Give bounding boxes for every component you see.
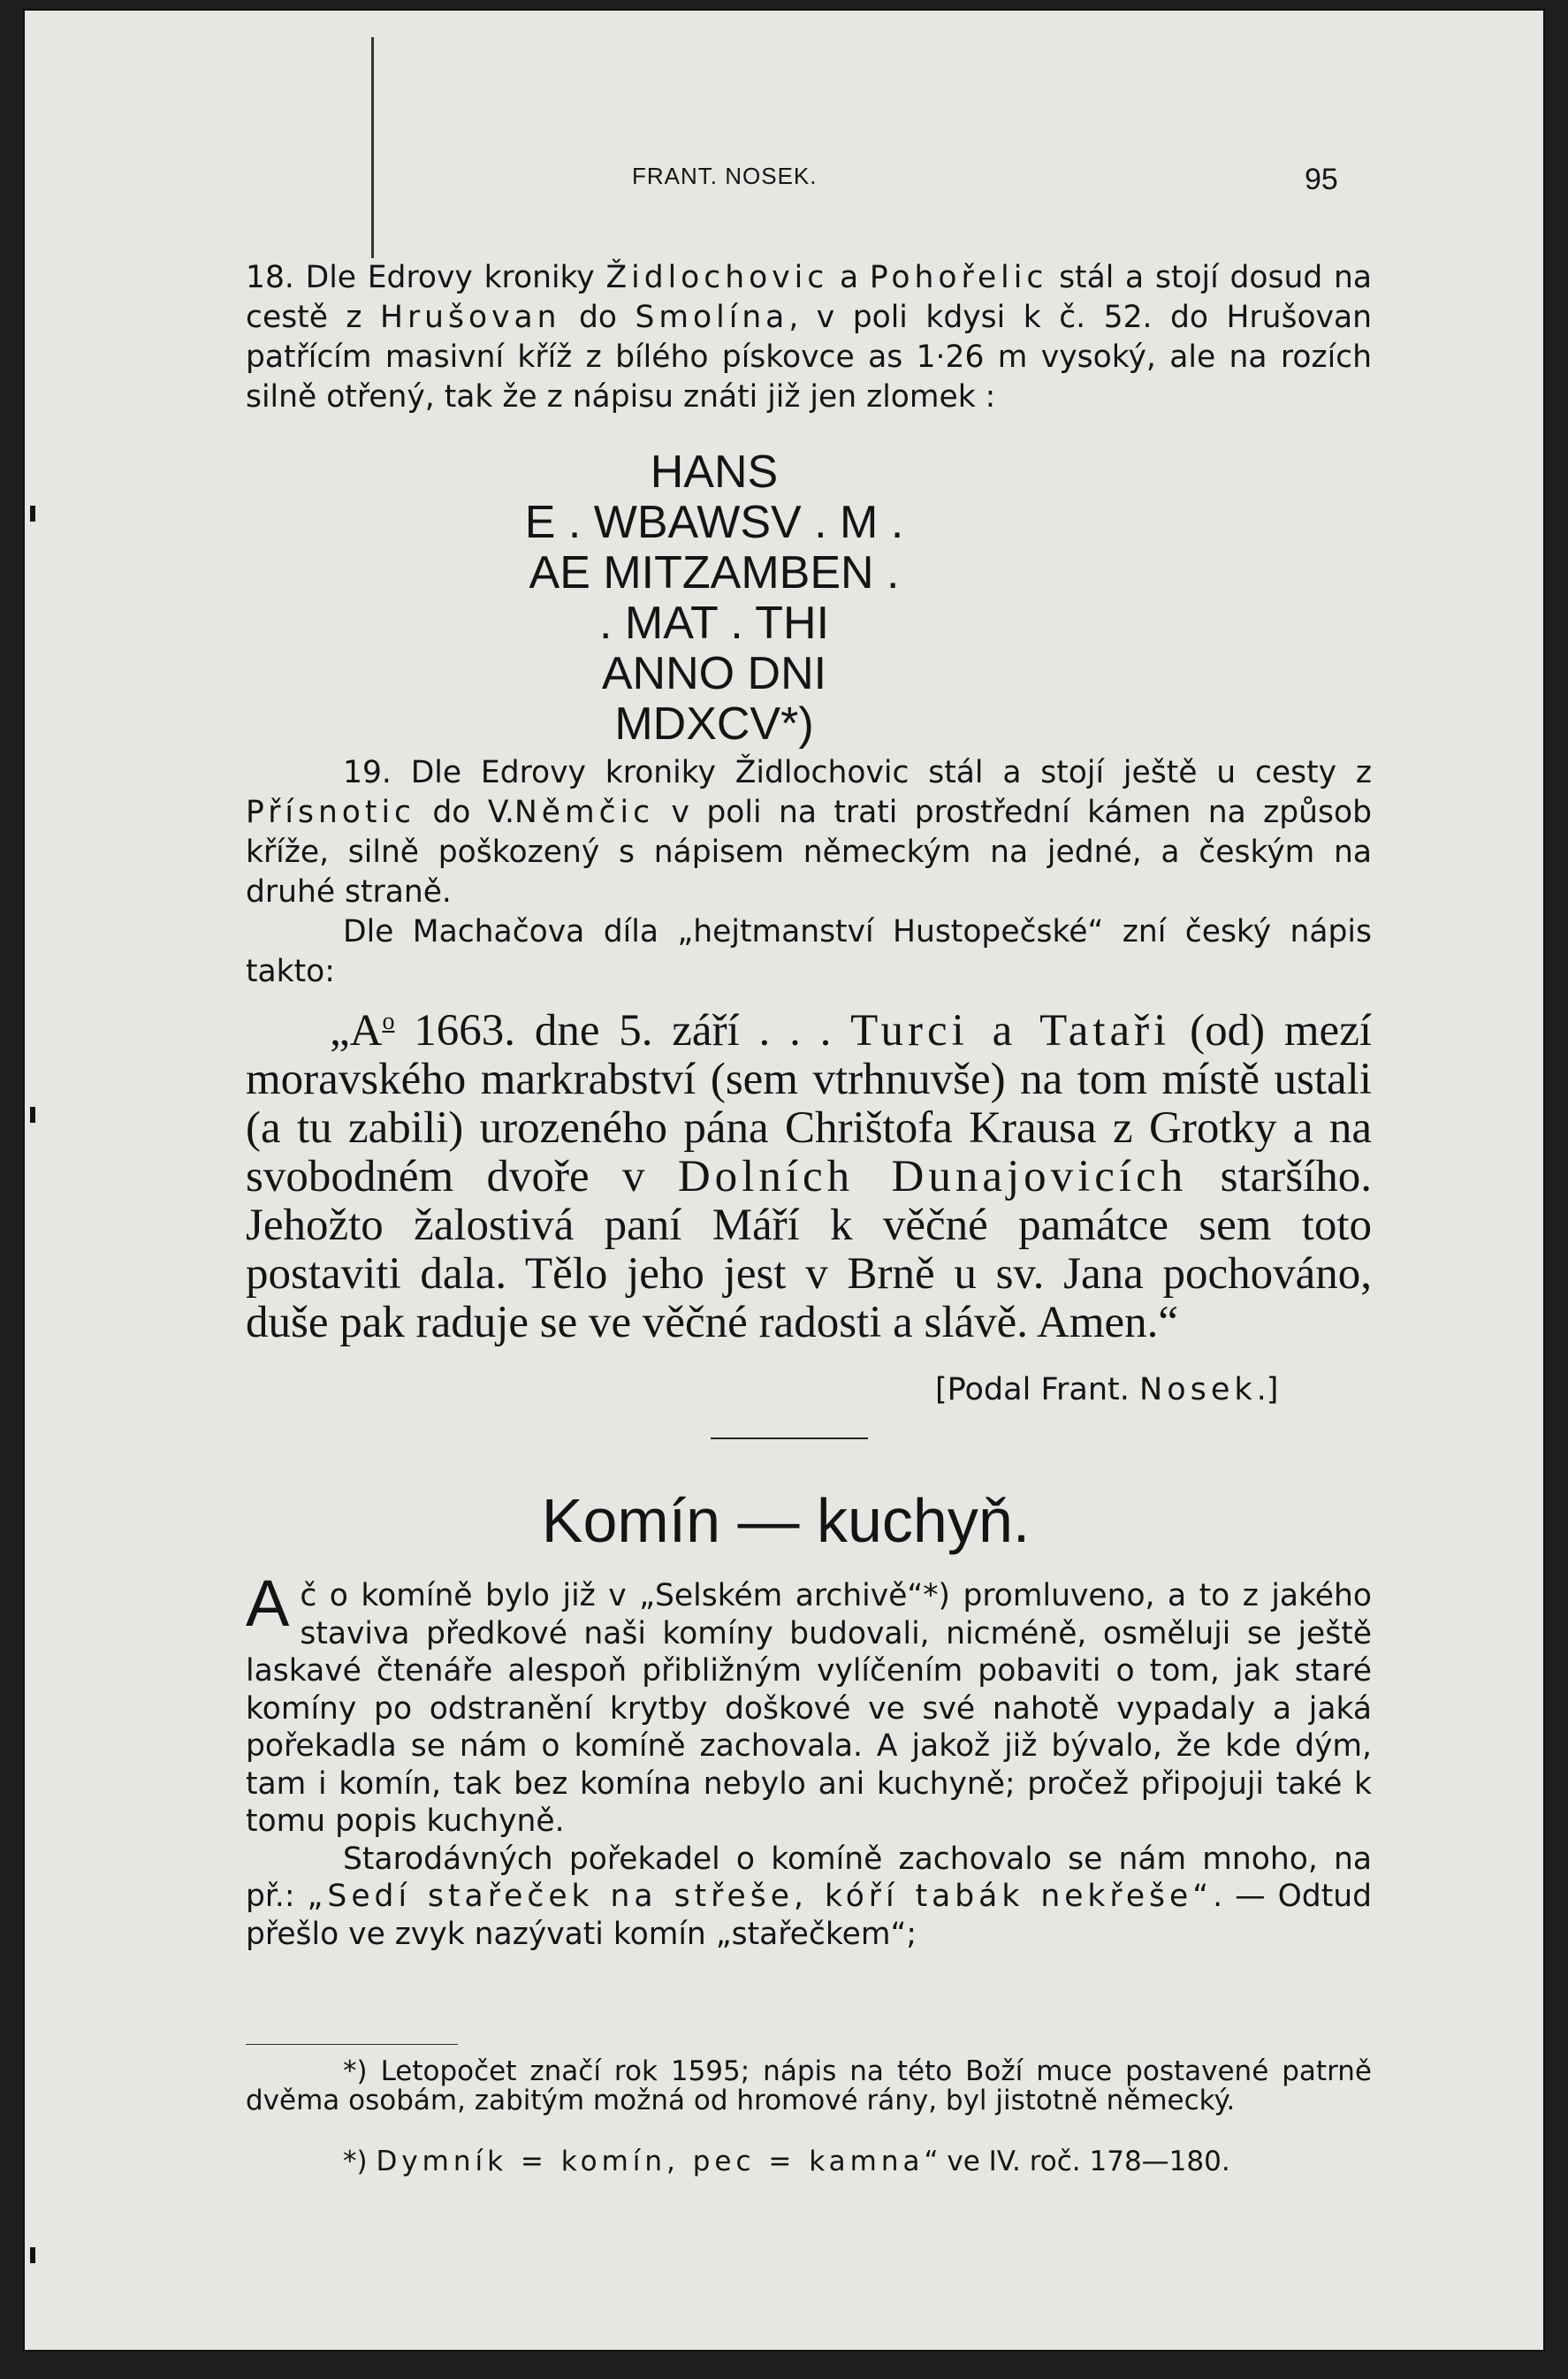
- edge-mark: [30, 506, 35, 522]
- inscription-line: MDXCV*): [614, 698, 814, 750]
- place-name: Smolína: [635, 300, 789, 335]
- drop-cap: A: [246, 1567, 290, 1640]
- czech-inscription-quote: $„A^o$ 1663. dne 5. září . . . Turci a Tataři (od) mezí moravského markrabství (sem vtrhnuvše) na tom místě ustali (a tu zabili) urozeného pána Chrištofa Krausa z Grotky a na svobodném dvoře v Dolních Dunajovicích staršího. Jehožto žalostivá paní Máří k věčné památce sem toto postaviti dala. Tělo jeho jest v Brně u sv. Jana pochováno, duše pak raduje se ve věčné radosti a slávě. Amen.“: [246, 1006, 1373, 1347]
- inscription-line: HANS: [650, 446, 779, 498]
- credit-line: [Podal Frant. Nosek.]: [935, 1372, 1279, 1407]
- place-name: Němčic: [514, 795, 655, 830]
- entry-19: [246, 753, 1372, 992]
- entry-18: [246, 258, 1372, 417]
- entry-19-paragraph: 19. Dle Edrovy kroniky Židlochovic stál a stojí ještě u cesty z Přísnotic do V.Němčic v poli na trati prostřední kámen na způsob kříže, silně poškozený s nápisem německým na jedné, a českým na druhé straně.: [246, 755, 1372, 910]
- inscription-line: AE MITZAMBEN .: [529, 547, 900, 599]
- running-title: FRANT. NOSEK.: [632, 163, 818, 189]
- place-name: Židlochovic: [605, 260, 829, 295]
- author-name: Nosek: [1139, 1372, 1257, 1407]
- article-title: Komín — kuchyň.: [541, 1486, 1031, 1555]
- article-body: [246, 1567, 1373, 1953]
- spaced-text: Dymník = komín, pec = kamna: [376, 2146, 925, 2177]
- place-name: Pohořelic: [869, 260, 1048, 295]
- place-name: Hrušovan: [380, 300, 561, 335]
- spaced-text: „Sedí stařeček na střeše, kóří tabák nekřeše“: [307, 1879, 1214, 1914]
- margin-line: [371, 37, 374, 258]
- entry-19-paragraph-2: Dle Machačova díla „hejtmanství Hustopečské“ zní český nápis takto:: [246, 914, 1372, 989]
- inscription-line: . MAT . THI: [598, 598, 830, 649]
- footnote-1: *) Letopočet značí rok 1595; nápis na této Boží muce postavené patrně dvěma osobám, zabitým možná od hromové rány, byl jistotně německý.: [246, 2055, 1372, 2116]
- footnote-2: *) Dymník = komín, pec = kamna“ ve IV. roč. 178—180.: [343, 2146, 1230, 2177]
- page-number: 95: [1305, 163, 1338, 196]
- entry-number: 19.: [343, 755, 392, 790]
- edge-mark: [30, 2247, 35, 2263]
- article-paragraph-2: Starodávných pořekadel o komíně zachovalo se nám mnoho, na př.: „Sedí stařeček na střeše, kóří tabák nekřeše“. — Odtud přešlo ve zvyk nazývati komín „stařečkem“;: [246, 1841, 1373, 1952]
- entry-number: 18.: [246, 260, 294, 295]
- edge-mark: [30, 1107, 35, 1123]
- footnote-rule: [246, 2044, 458, 2045]
- entry-18-paragraph: 18. Dle Edrovy kroniky Židlochovic a Pohořelic stál a stojí dosud na cestě z Hrušovan do Smolína, v poli kdysi k č. 52. do Hrušovan patřícím masivní kříž z bílého pískovce as 1·26 m vysoký, ale na rozích silně otřený, tak že z nápisu znáti již jen zlomek :: [246, 260, 1372, 415]
- inscription-line: ANNO DNI: [601, 648, 827, 699]
- article-paragraph-1: Ač o komíně bylo již v „Selském archivě“*) promluveno, a to z jakého staviva předkové naši komíny budovali, nicméně, osměluji se ještě laskavé čtenáře alespoň přibližným vylíčením pobaviti o tom, jak staré komíny po odstranění krytby doškové ve své nahotě vypadaly a jaká pořekadla se nám o komíně zachovala. A jakož již bývalo, že kde dým, tam i komín, tak bez komína nebylo ani kuchyně; pročež připojuji také k tomu popis kuchyně.: [246, 1567, 1372, 1839]
- place-name: Přísnotic: [246, 795, 415, 830]
- place-name: Dolních Dunajovicích: [677, 1152, 1188, 1201]
- book-page: [23, 9, 1545, 2352]
- section-divider: [711, 1437, 868, 1439]
- inscription: [467, 447, 962, 750]
- spaced-text: Turci a Tataři: [850, 1006, 1171, 1056]
- inscription-line: E . WBAWSV . M .: [524, 497, 904, 548]
